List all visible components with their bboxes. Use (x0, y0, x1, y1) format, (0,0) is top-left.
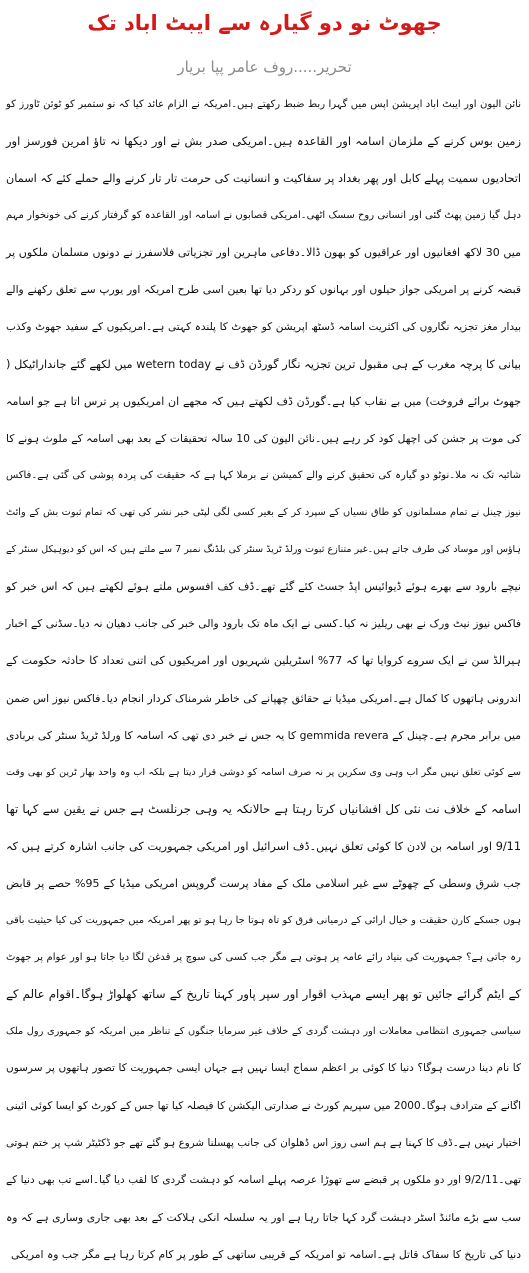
article-body-line: جب شرق وسطی کے چھوٹے سے غیر اسلامی ملک کے مفاد پرست گروپس امریکی میڈیا کے 95% حصے پر قابض (6, 876, 521, 890)
article-body-line: رہ جاتی ہے؟ جمہوریت کی بنیاد رائے عامہ پر ہوتی ہے مگر جب کسی کی سوچ پر قدغن لگا دیا جاتا ہو اور عوام پر جھوٹ (6, 952, 521, 964)
article-body-line: دہل گیا زمین پھٹ گئی اور انسانی روح سسک اٹھی۔امریکی قصابوں نے اسامہ اور القاعدہ کو گرفتار کرنے کی خونخوار مہم (6, 210, 521, 222)
article-body-line: ہوں جسکے کارن حقیقت و خیال ارائی کے درمیانی فرق کو تاہ ہوتا جا رہا ہو تو پھر امریکہ میں جمہوریت کی کیا حیثیت باقی (6, 915, 521, 927)
article-body-line: دنیا کی تاریخ کا سفاک قاتل ہے۔اسامہ تو امریکہ کے قریبی ساتھی کے طور پر کام کرتا رہا ہے مگر جب وہ امریکی (10, 1247, 521, 1261)
article-body-line: زمین بوس کرنے کے ملزمان اسامہ اور القاعدہ ہیں۔امریکی صدر بش نے اور دیکھا نہ تاؤ امرین فورسز اور (6, 134, 521, 149)
article-body-line: اگانے کے مترادف ہوگا۔2000 میں سپریم کورٹ نے صدارتی الیکشن کا فیصلہ کیا تھا جس کے کورٹ کو ایسا کوئی ائینی (6, 1099, 521, 1112)
article-title: جھوٹ نو دو گیارہ سے ایبٹ اباد تک (87, 11, 442, 35)
article-body-line: سیاسی جمہوری انتظامی معاملات اور دہشت گردی کے خلاف غیر سرمایا جنگوں کے تناظر میں امریکہ کو جمہوری رول ملک (6, 1026, 521, 1038)
article-body-line: کا نام دینا درست ہوگا؟ دنیا کا کوئی بر اعظم سماج ایسا نہیں ہے جہاں ایسی جمہوریت کا تصور ہاتھوں پر سرسوں (6, 1062, 521, 1075)
article-body-line: اندرونی ہاتھوں کا کمال ہے۔امریکی میڈیا نے حقائق چھپانے کی خاطر شرمناک کردار انجام دیا۔فاکس نیوز اس ضمن (6, 691, 521, 705)
article-body-line: کے ایٹم گرائے جائیں تو پھر ایسے مہذب اقوار اور سپر پاور کہنا تاریخ کے ساتھ کھلواڑ ہوگا۔اقوام عالم کے (6, 987, 521, 1002)
article-body-line: بیدار مغز تجزیہ نگاروں کی اکثریت اسامہ ڈسٹھ اپریشن کو جھوٹ کا پلندہ کہتی ہے۔امریکیوں کے سفید جھوٹ وکذب (6, 320, 521, 333)
article-body-line: نائن الیون اور ایبٹ اباد اپریشن اپس میں گہرا ربط ضبط رکھتے ہیں۔امریکہ نے الزام عائد کیا کہ نو ستمبر کو ٹوئن ٹاورز کو (6, 99, 521, 110)
article-body-line: اتحادیوں سمیت پہلے کابل اور پھر بغداد پر سفاکیت و انسانیت کی حرمت تار تار کرنے والے حملے کئے کہ اسمان (6, 172, 521, 186)
article-body-line: اسامہ کے خلاف نت نئی کل افشانیاں کرتا رہتا ہے حالانکہ یہ وہی جرنلسٹ ہے جس نے یقین سے کہا تھا (6, 801, 521, 816)
article-body-line: قبضہ کرنے پر امریکی جواز حیلوں اور بہانوں کو ردکر دیا تھا بعین اسی طرح امریکہ اور یورپ سے تعلق رکھنے والے (6, 283, 521, 297)
article-body-line: نیچے بارود سے بھرے ہوئے ڈیوائیس اپڈ جسٹ کئے گئے تھے۔ڈف کف افسوس ملتے ہوئے لکھتے ہیں کہ اس خبر کو (6, 580, 521, 594)
article-body-line: تھی۔9/2/11 اور دو ملکوں پر قبضے سے تھوڑا عرصہ پہلے اسامہ کو دہشت گردی کا لقب دیا گیا۔اسے تب بھی دنیا کے (6, 1173, 521, 1186)
article-body-line: سے کوئی تعلق نہیں مگر اب وہی وی سکرین پر نہ صرف اسامہ کو دوشی قرار دیتا ہے بلکہ اب وہ واحد بھار ٹرین کو بھی وقت (6, 766, 521, 778)
article-body-line: سب سے بڑے مائنڈ اسٹر دہشت گرد کہا جاتا رہا ہے اور یہ سلسلہ انکی ہلاکت کے بعد بھی جاری وساری ہے کہ وہ (6, 1210, 521, 1224)
article-body-line: ہیرالڈ سن نے ایک سروے کروایا تھا کہ 77% اسٹریلین شہریوں اور امریکیوں کی اتنی تعداد کا حادثہ حکومت کے (6, 654, 521, 668)
article-body (0, 86, 529, 1273)
article-body-line: ہاؤس اور موساد کی طرف جاتے ہیں۔غیر متنازع ثبوت ورلڈ ٹریڈ سنٹر کی بلڈنگ نمبر 7 سے ملتے ہیں کہ اس کو دیوہیکل سنٹر کے (6, 544, 521, 556)
article-body-line: اختیار نہیں ہے۔ڈف کا کہنا ہے ہم اسی روز اس ڈھلوان کی جانب پھسلنا شروع ہو گئے تھے جو ڈکٹیٹر شپ پر ختم ہوتی (6, 1136, 521, 1149)
article-body-line: جھوٹ برائے فروخت) میں بے نقاب کیا ہے۔گورڈن ڈف لکھتے ہیں کہ مجھے ان امریکیوں پر ترس اتا ہے جو اسامہ (6, 394, 521, 408)
article-body-line: نیوز چینل نے تمام مسلمانوں کو طاق نسیاں کے سپرد کر کے بغیر کسی لگی لپٹی خبر نشر کی تھی کہ تمام ثبوت بش کے وائٹ (6, 507, 521, 519)
article-body-line: بیانی کا پرچہ مغرب کے ہی مقبول ترین تجزیہ نگار گورڈن ڈف نے wetern today میں لکھے گئے جانداراٹیکل ( (6, 357, 522, 371)
article-body-line: شائبہ تک نہ ملا۔نوٹو دو گیارہ کی تحقیق کرنے والے کمیشن نے برملا کہا ہے کہ حقیقت کی پردہ پوشی کی گئی ہے۔فاکس (6, 469, 521, 481)
article-body-line: 9/11 اور اسامہ بن لادن کا کوئی تعلق نہیں۔ڈف اسرائیل اور امریکی جمہوریت کی جانب اشارہ کرتے ہیں کہ (6, 839, 521, 853)
article-byline: تحریر.....روف عامر پپا بریار (177, 58, 352, 76)
article-body-line: میں برابر مجرم ہے۔چینل کے gemmida revera کا یہ جس نے خبر دی تھی کہ اسامہ کا ورلڈ ٹریڈ سنٹر کی بربادی (6, 728, 522, 742)
article-body-line: میں 30 لاکھ افغانیوں اور عراقیوں کو بھون ڈالا۔دفاعی ماہرین اور تجزیاتی فلاسفرز نے دونوں مسلمان ملکوں پر (6, 246, 521, 260)
article-body-line: فاکس نیوز نیٹ ورک نے بھی ریلیز نہ کیا۔کسی نے ایک ماہ تک بارود والی خبر کی جانب دھیان نہ دیا۔سڈنی کے اخبار (6, 617, 521, 631)
article-body-line: کی موت پر جشن کی اچھل کود کر رہے ہیں۔نائن الیون کی 10 سالہ تحقیقات کے بعد بھی اسامہ کے ملوث ہونے کا (6, 431, 521, 445)
